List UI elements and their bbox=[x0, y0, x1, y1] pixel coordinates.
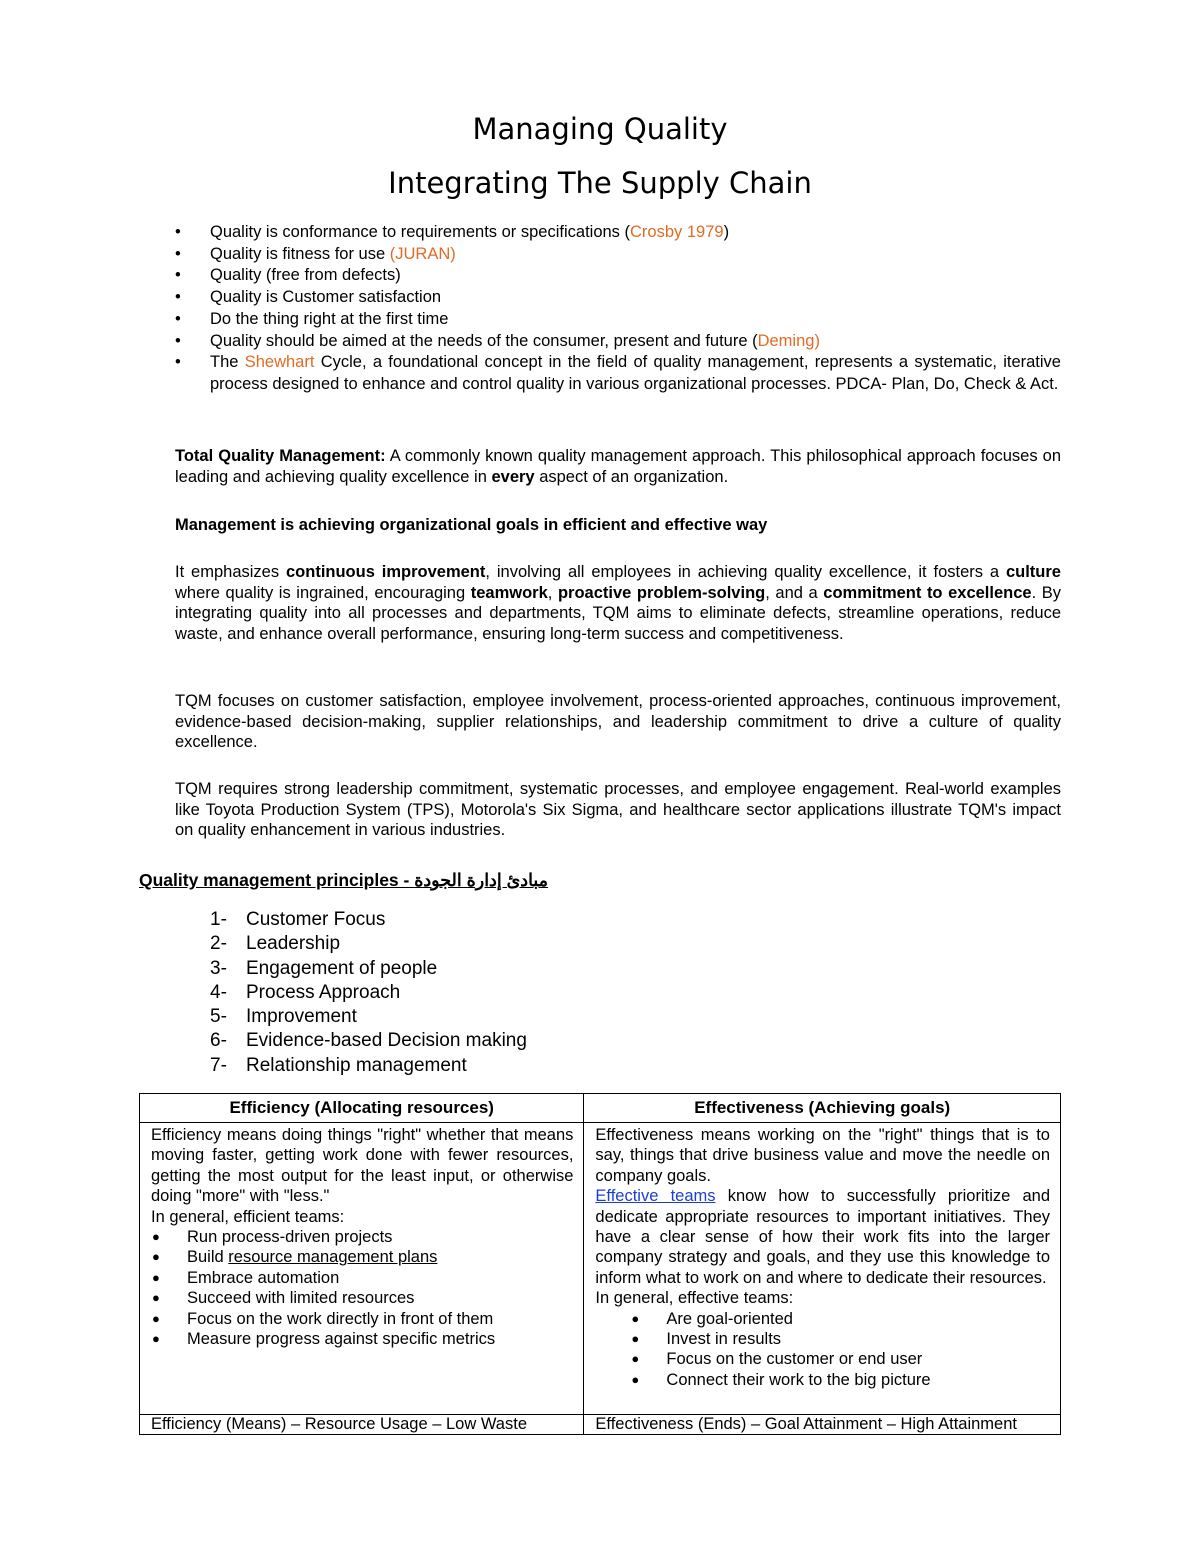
table-row bbox=[140, 1123, 1061, 1415]
principles-heading: Quality management principles - مبادئ إدارة الجودة bbox=[139, 870, 549, 890]
reference-deming: Deming) bbox=[757, 331, 820, 350]
document-subtitle: Integrating The Supply Chain bbox=[388, 166, 812, 200]
management-statement: Management is achieving organizational goals in efficient and effective way bbox=[175, 516, 768, 534]
efficiency-effectiveness-table bbox=[139, 1093, 1061, 1435]
list-item: • Quality (free from defects) bbox=[175, 265, 1061, 287]
efficiency-cell: Efficiency means doing things "right" whether that means moving faster, getting work done with fewer resources, getting the most output for the least input, or otherwise doing "more" with "less." In general, efficient teams: ● Run process-driven projects ● Build resource management plans ● Embrace automation ● Succeed with limited resources ● Focus on the work directly in front of them ● Measure progress against specific metrics bbox=[140, 1123, 584, 1415]
resource-plans-link[interactable]: resource management plans bbox=[228, 1248, 438, 1267]
list-item: • Do the thing right at the first time bbox=[175, 309, 1061, 331]
efficiency-summary: Efficiency (Means) – Resource Usage – Low Waste bbox=[140, 1415, 584, 1435]
quality-definitions-list bbox=[175, 222, 1061, 396]
tqm-emphasis-paragraph: It emphasizes continuous improvement, involving all employees in achieving quality excellence, it fosters a culture where quality is ingrained, encouraging teamwork, proactive problem-solving, and a commitment to excellence. By integrating quality into all processes and departments, TQM aims to eliminate defects, streamline operations, reduce waste, and enhance overall performance, ensuring long-term success and competitiveness. bbox=[175, 563, 1061, 643]
list-item: • The Shewhart Cycle, a foundational concept in the field of quality management, represents a systematic, iterative process designed to enhance and control quality in various organizational processes. PDCA- Plan, Do, Check & Act. bbox=[175, 352, 1061, 395]
reference-crosby: Crosby 1979 bbox=[630, 223, 724, 241]
tqm-definition: Total Quality Management: A commonly known quality management approach. This philosophical approach focuses on leading and achieving quality excellence in every aspect of an organization. bbox=[175, 447, 1061, 486]
effectiveness-header: Effectiveness (Achieving goals) bbox=[584, 1094, 1061, 1123]
list-item: 6- Evidence-based Decision making bbox=[210, 1030, 527, 1052]
document-title: Managing Quality bbox=[472, 112, 728, 146]
list-item: 3- Engagement of people bbox=[210, 957, 438, 979]
list-item: ● Connect their work to the big picture bbox=[595, 1370, 1050, 1390]
tqm-label: Total Quality Management: bbox=[175, 447, 386, 465]
list-item: ● Run process-driven projects bbox=[116, 1227, 573, 1247]
effective-teams-link[interactable]: Effective teams bbox=[595, 1187, 716, 1206]
tqm-focus-paragraph: TQM focuses on customer satisfaction, employee involvement, process-oriented approaches, continuous improvement, evidence-based decision-making, supplier relationships, and leadership commitment to drive a culture of quality excellence. bbox=[175, 692, 1061, 751]
table-header-row bbox=[140, 1094, 1061, 1123]
effectiveness-summary: Effectiveness (Ends) – Goal Attainment – High Attainment bbox=[584, 1415, 1061, 1435]
list-item: 7- Relationship management bbox=[210, 1054, 467, 1076]
reference-shewhart: Shewhart bbox=[244, 353, 315, 372]
principles-list bbox=[210, 908, 527, 1078]
effective-teams-list bbox=[595, 1309, 1050, 1391]
list-item: ● Build resource management plans bbox=[116, 1247, 573, 1267]
reference-juran: (JURAN) bbox=[389, 244, 456, 263]
list-item: • Quality should be aimed at the needs of the consumer, present and future (Deming) bbox=[175, 331, 1061, 353]
list-item: ● Succeed with limited resources bbox=[116, 1288, 573, 1308]
list-item: • Quality is Customer satisfaction bbox=[175, 287, 1061, 309]
tqm-requires-paragraph: TQM requires strong leadership commitment, systematic processes, and employee engagement. Real-world examples like Toyota Production System (TPS), Motorola's Six Sigma, and healthcare sector applications illustrate TQM's impact on quality enhancement in various industries. bbox=[175, 780, 1061, 839]
efficiency-header: Efficiency (Allocating resources) bbox=[140, 1094, 584, 1123]
list-item: • Quality is fitness for use (JURAN) bbox=[175, 244, 1061, 266]
list-item: 2- Leadership bbox=[210, 933, 341, 955]
list-item: • Quality is conformance to requirements or specifications (Crosby 1979) bbox=[175, 222, 1061, 244]
efficient-teams-list bbox=[116, 1227, 573, 1349]
list-item: 4- Process Approach bbox=[210, 981, 401, 1003]
list-item: ● Invest in results bbox=[595, 1329, 1050, 1349]
list-item: ● Focus on the customer or end user bbox=[595, 1349, 1050, 1369]
list-item: ● Are goal-oriented bbox=[595, 1309, 1050, 1329]
list-item: ● Measure progress against specific metrics bbox=[116, 1329, 573, 1349]
list-item: ● Embrace automation bbox=[116, 1268, 573, 1288]
table-footer-row bbox=[140, 1415, 1061, 1435]
effectiveness-cell: Effectiveness means working on the "right" things that is to say, things that drive business value and move the needle on company goals. Effective teams know how to successfully prioritize and dedicate appropriate resources to important initiatives. They have a clear sense of how their work fits into the larger company strategy and goals, and they use this knowledge to inform what to work on and where to dedicate their resources. In general, effective teams: ● Are goal-oriented ● Invest in results ● Focus on the customer or end user ● Connect their work to the big picture bbox=[584, 1123, 1061, 1415]
list-item: ● Focus on the work directly in front of them bbox=[116, 1309, 573, 1329]
list-item: 5- Improvement bbox=[210, 1006, 357, 1028]
list-item: 1- Customer Focus bbox=[210, 909, 386, 930]
